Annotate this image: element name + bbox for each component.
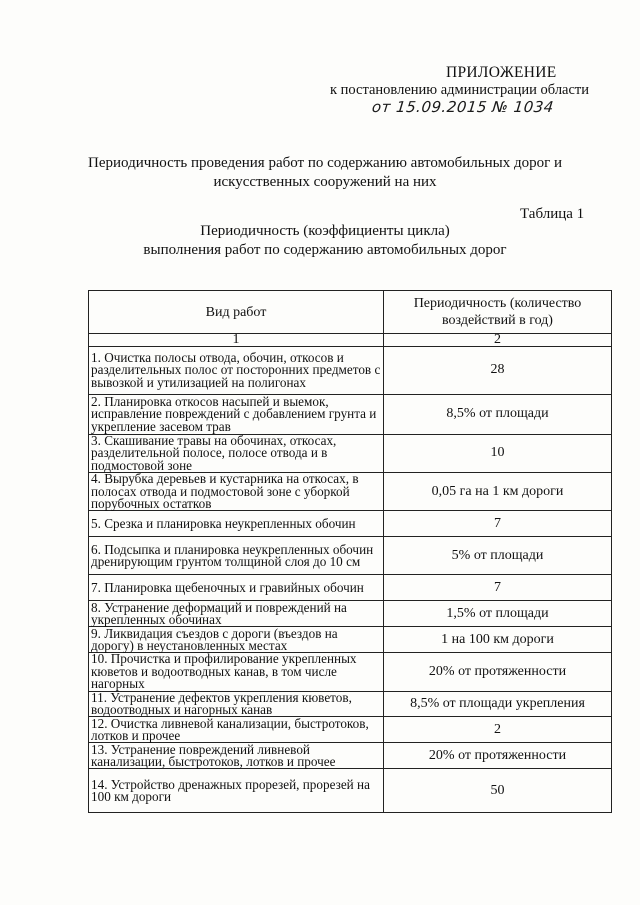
document-title [60, 154, 590, 192]
work-type-cell: 14. Устройство дренажных прорезей, прорезей на 100 км дороги [89, 769, 384, 813]
periodicity-cell: 8,5% от площади укрепления [384, 691, 612, 717]
table-row [89, 717, 612, 743]
periodicity-cell: 20% от протяженности [384, 653, 612, 691]
table-row [89, 627, 612, 653]
caption-line-1: Периодичность (коэффициенты цикла) [200, 223, 450, 239]
handwritten-date-number: от 15.09.2015 № 1034 [371, 98, 555, 116]
periodicity-cell: 7 [384, 575, 612, 601]
periodicity-cell: 1 на 100 км дороги [384, 627, 612, 653]
column-number: 2 [384, 334, 612, 347]
table-row [89, 769, 612, 813]
table-row [89, 653, 612, 691]
table-row [89, 575, 612, 601]
table-row [89, 691, 612, 717]
decree-reference: к постановлению администрации области [330, 82, 590, 98]
periodicity-cell: 8,5% от площади [384, 395, 612, 435]
periodicity-cell: 7 [384, 511, 612, 537]
caption-line-2: выполнения работ по содержанию автомобильных дорог [143, 242, 507, 258]
work-type-cell: 7. Планировка щебеночных и гравийных обочин [89, 575, 384, 601]
work-type-cell: 3. Скашивание травы на обочинах, откосах, разделительной полосе, полосе отвода и в подмостовой зоне [89, 435, 384, 473]
work-type-cell: 12. Очистка ливневой канализации, быстротоков, лотков и прочее [89, 717, 384, 743]
periodicity-cell: 0,05 га на 1 км дороги [384, 473, 612, 511]
periodicity-cell: 50 [384, 769, 612, 813]
work-type-cell: 2. Планировка откосов насыпей и выемок, исправление повреждений с добавлением грунта и укрепление засевом трав [89, 395, 384, 435]
header-periodicity: Периодичность (количество воздействий в год) [384, 291, 612, 334]
appendix-label: ПРИЛОЖЕНИЕ [446, 64, 557, 81]
work-type-cell: 11. Устранение дефектов укрепления кюветов, водоотводных и нагорных канав [89, 691, 384, 717]
table-row [89, 511, 612, 537]
work-type-cell: 4. Вырубка деревьев и кустарника на откосах, в полосах отвода и подмостовой зоне с уборкой порубочных остатков [89, 473, 384, 511]
title-line-1: Периодичность проведения работ по содержанию автомобильных дорог и [87, 155, 563, 171]
table-row [89, 601, 612, 627]
work-type-cell: 1. Очистка полосы отвода, обочин, откосов и разделительных полос от посторонних предметов с вывозкой и утилизацией на полигонах [89, 347, 384, 395]
table-caption [60, 222, 590, 260]
table-body [89, 347, 612, 813]
periodicity-cell: 20% от протяженности [384, 743, 612, 769]
approval-block [0, 0, 640, 116]
work-type-cell: 9. Ликвидация съездов с дороги (въездов на дорогу) в неустановленных местах [89, 627, 384, 653]
periodicity-cell: 1,5% от площади [384, 601, 612, 627]
table-row [89, 537, 612, 575]
periodicity-cell: 10 [384, 435, 612, 473]
work-type-cell: 5. Срезка и планировка неукрепленных обочин [89, 511, 384, 537]
periodicity-cell: 28 [384, 347, 612, 395]
title-line-2: искусственных сооружений на них [213, 174, 437, 190]
table-row [89, 743, 612, 769]
work-type-cell: 13. Устранение повреждений ливневой канализации, быстротоков, лотков и прочее [89, 743, 384, 769]
work-type-cell: 6. Подсыпка и планировка неукрепленных обочин дренирующим грунтом толщиной слоя до 10 см [89, 537, 384, 575]
table-row [89, 473, 612, 511]
work-type-cell: 10. Прочистка и профилирование укрепленных кюветов и водоотводных канав, в том числе нагорных [89, 653, 384, 691]
table-row [89, 435, 612, 473]
periodicity-cell: 2 [384, 717, 612, 743]
column-numbers-row [89, 334, 612, 347]
work-type-cell: 8. Устранение деформаций и повреждений на укрепленных обочинах [89, 601, 384, 627]
table-row [89, 395, 612, 435]
table-number: Таблица 1 [520, 206, 585, 222]
periodicity-cell: 5% от площади [384, 537, 612, 575]
table-row [89, 347, 612, 395]
header-work-type: Вид работ [89, 291, 384, 334]
works-table [88, 290, 612, 813]
column-number: 1 [89, 334, 384, 347]
table-header-row [89, 291, 612, 334]
